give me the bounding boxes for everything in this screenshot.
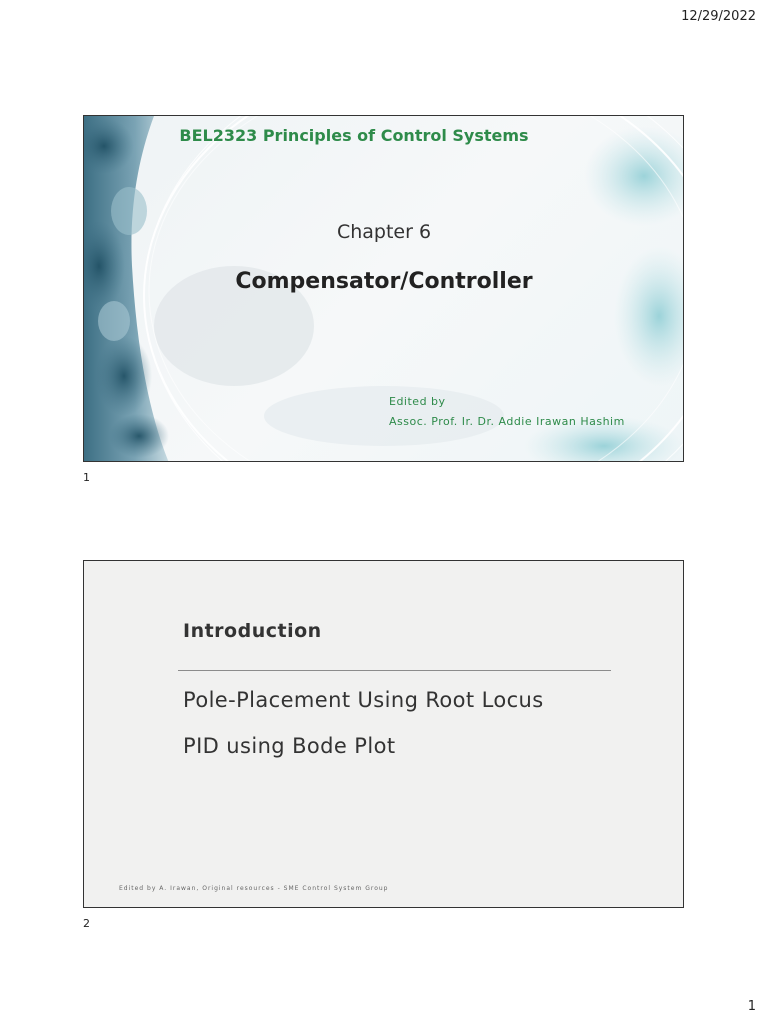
slide-1-title [83,115,684,462]
slide-number-1: 1 [83,471,90,484]
heading-divider [178,670,611,671]
page-number: 1 [747,999,756,1014]
author-name: Assoc. Prof. Ir. Dr. Addie Irawan Hashim [389,415,625,428]
slide-footer: Edited by A. Irawan, Original resources - SME Control System Group [119,885,389,892]
list-item: Pole-Placement Using Root Locus [183,688,544,712]
slide-heading: Introduction [183,620,322,642]
course-title: BEL2323 Principles of Control Systems [179,126,529,145]
slide-number-2: 2 [83,917,90,930]
chapter-label: Chapter 6 [336,221,432,243]
print-date: 12/29/2022 [681,9,756,24]
list-item: PID using Bode Plot [183,734,396,758]
slide-2-introduction [83,560,684,908]
slide-title: Compensator/Controller [235,269,533,294]
edited-by-label: Edited by [389,395,446,408]
